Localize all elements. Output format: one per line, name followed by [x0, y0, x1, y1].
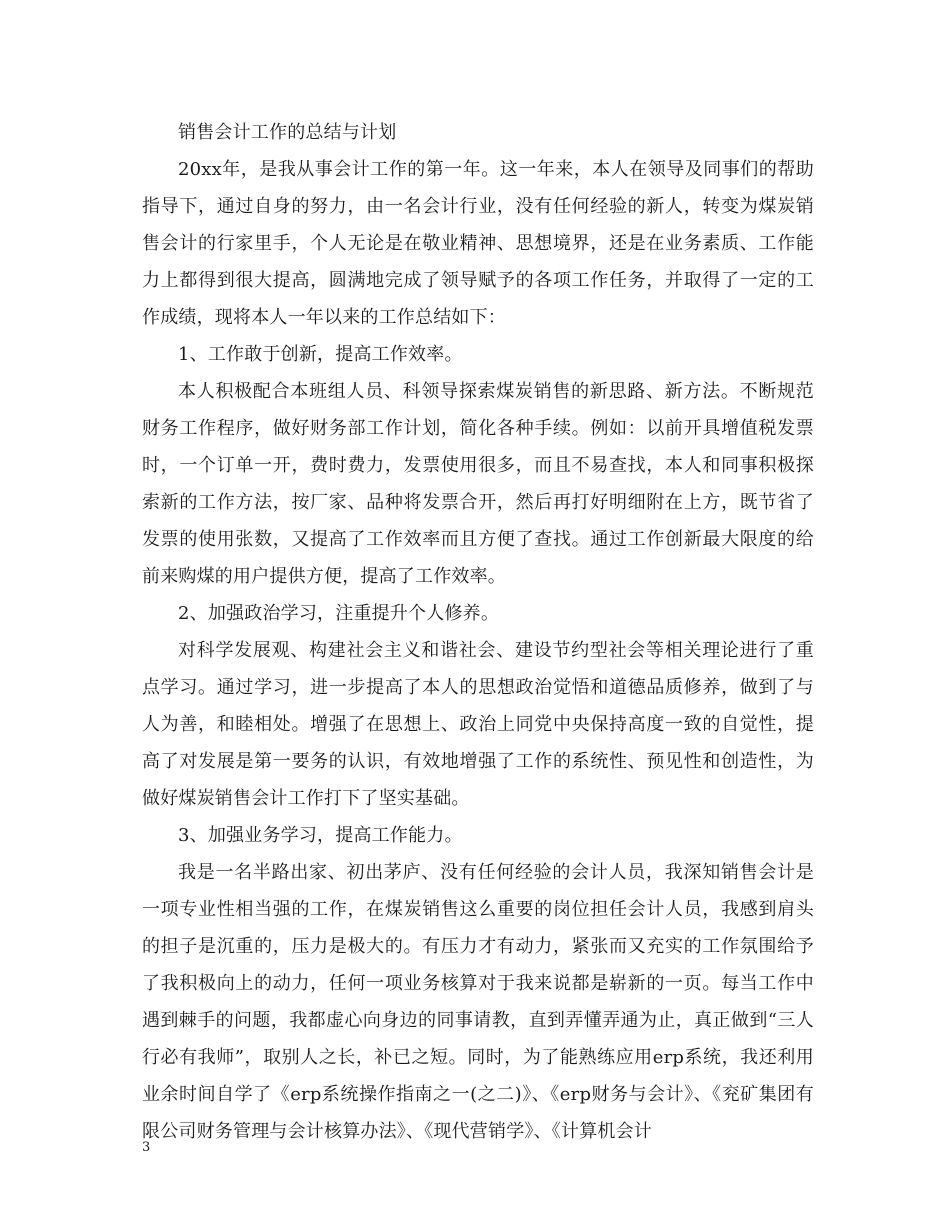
paragraph-business-study: 我是一名半路出家、初出茅庐、没有任何经验的会计人员，我深知销售会计是一项专业性相当强的工作，在煤炭销售这么重要的岗位担任会计人员，我感到肩头的担子是沉重的，压力是极大的。有压力才有动力，紧张而又充实的工作氛围给予了我积极向上的动力，任何一项业务核算对于我来说都是崭新的一页。每当工作中遇到棘手的问题，我都虚心向身边的同事请教，直到弄懂弄通为止，真正做到“三人行必有我师”，取别人之长，补已之短。同时，为了能熟练应用erp系统，我还利用业余时间自学了《erp系统操作指南之一(之二)》、《erp财务与会计》、《兖矿集团有限公司财务管理与会计核算办法》、《现代营销学》、《计算机会计	[142, 862, 814, 1142]
paragraph-innovation: 本人积极配合本班组人员、科领导探索煤炭销售的新思路、新方法。不断规范财务工作程序，做好财务部工作计划，简化各种手续。例如：以前开具增值税发票时，一个订单一开，费时费力，发票使用很多，而且不易查找，本人和同事积极探索新的工作方法，按厂家、品种将发票合开，然后再打好明细附在上方，既节省了发票的使用张数，又提高了工作效率而且方便了查找。通过工作创新最大限度的给前来购煤的用户提供方便，提高了工作效率。	[142, 381, 814, 587]
paragraph-intro: 20xx年，是我从事会计工作的第一年。这一年来，本人在领导及同事们的帮助指导下，通过自身的努力，由一名会计行业，没有任何经验的新人，转变为煤炭销售会计的行家里手，个人无论是在敬业精神、思想境界，还是在业务素质、工作能力上都得到很大提高，圆满地完成了领导赋予的各项工作任务，并取得了一定的工作成绩，现将本人一年以来的工作总结如下：	[142, 159, 814, 328]
paragraph-political-study: 对科学发展观、构建社会主义和谐社会、建设节约型社会等相关理论进行了重点学习。通过学习，进一步提高了本人的思想政治觉悟和道德品质修养，做到了与人为善，和睦相处。增强了在思想上、政治上同党中央保持高度一致的自觉性，提高了对发展是第一要务的认识，有效地增强了工作的系统性、预见性和创造性，为做好煤炭销售会计工作打下了坚实基础。	[142, 640, 814, 809]
page-number: 3	[142, 1140, 151, 1155]
document-title: 销售会计工作的总结与计划	[178, 122, 397, 143]
document-body	[142, 114, 814, 1150]
section-heading-3: 3、加强业务学习，提高工作能力。	[178, 825, 463, 846]
section-heading-2: 2、加强政治学习，注重提升个人修养。	[178, 603, 500, 624]
section-heading-1: 1、工作敢于创新，提高工作效率。	[178, 344, 463, 365]
